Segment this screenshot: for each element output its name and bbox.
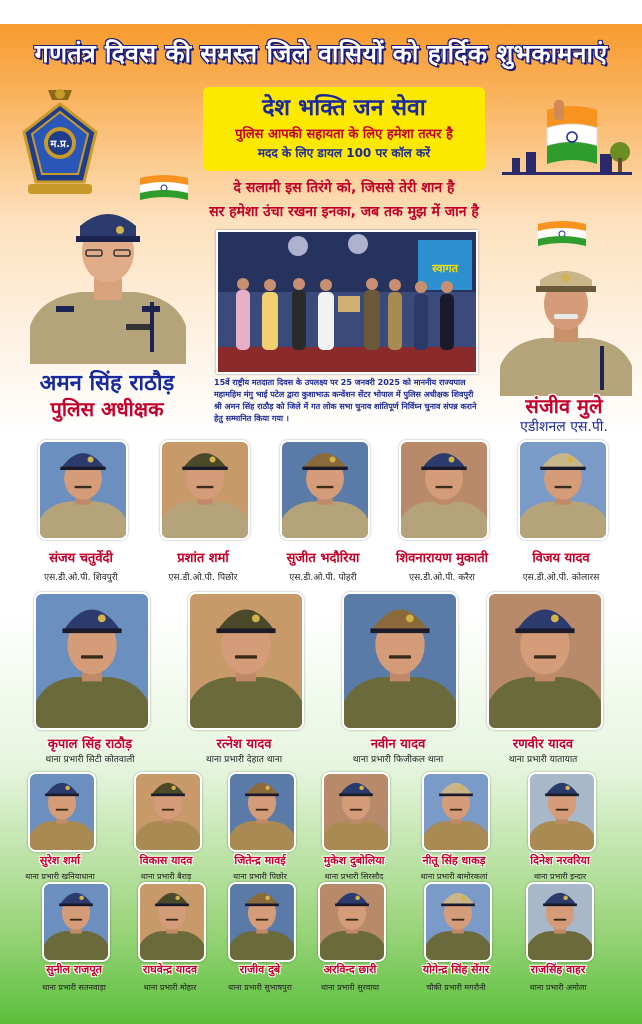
officer-name: नवीन यादव	[370, 737, 426, 752]
officer-role: थाना प्रभारी सुभाषपुरा	[228, 983, 292, 992]
officer-name: शिवनारायण मुकाती	[395, 551, 489, 566]
officer-photo	[280, 440, 370, 540]
officer-name: राघवेन्द्र यादव	[142, 963, 198, 976]
officer-name: विजय यादव	[532, 551, 590, 566]
officer-portrait-image	[30, 774, 94, 850]
officer-portrait-image	[282, 442, 368, 538]
officer-portrait-image	[324, 774, 388, 850]
officer-photo	[34, 592, 150, 730]
poem-line-1: दे सलामी इस तिरंगे को, जिससे तेरी शान है	[233, 180, 455, 196]
officer-role: थाना प्रभारी फिजीकल थाना	[352, 755, 444, 765]
officer-portrait-image	[140, 884, 204, 960]
slogan-title: देश भक्ति जन सेवा	[262, 95, 426, 121]
officer-portrait-image	[344, 594, 456, 728]
officer-photo	[399, 440, 489, 540]
svg-text:म.प्र.: म.प्र.	[50, 139, 70, 150]
officer-role: थाना प्रभारी खनियाधाना	[25, 872, 95, 881]
officer-role: एस.डी.ओ.पी. पिछोर	[168, 573, 238, 583]
officer-role: थाना प्रभारी इन्दार	[533, 872, 587, 881]
officer-portrait-image	[190, 594, 302, 728]
officer-photo	[526, 882, 594, 962]
officer-portrait-image	[424, 774, 488, 850]
officer-name: राजसिंह वाहर	[530, 963, 586, 976]
slogan-banner	[203, 87, 485, 171]
officer-portrait-image	[30, 206, 186, 364]
officer-role: एस.डी.ओ.पी. पोहरी	[289, 573, 357, 583]
officer-portrait-image	[162, 442, 248, 538]
officer-role: थाना प्रभारी बामोरकलां	[420, 872, 488, 881]
officer-name: राजीव दुबे	[239, 963, 281, 976]
slogan-subtitle: पुलिस आपकी सहायता के लिए हमेशा तत्पर है	[235, 127, 453, 142]
officer-portrait-image	[40, 442, 126, 538]
officer-photo	[138, 882, 206, 962]
officer-portrait-image	[230, 774, 294, 850]
award-ceremony-image	[218, 232, 476, 372]
officer-role: एस.डी.ओ.पी. कोलारस	[522, 573, 600, 583]
officer-portrait-image	[320, 884, 384, 960]
officer-name: नीतू सिंह धाकड़	[422, 854, 486, 867]
officer-portrait-image	[426, 884, 490, 960]
sp-name: अमन सिंह राठौड़	[39, 371, 175, 396]
officer-name: संजय चतुर्वेदी	[49, 551, 113, 566]
officer-portrait-image	[44, 884, 108, 960]
tricolor-flag-icon	[138, 174, 190, 204]
sp-portrait	[30, 206, 186, 364]
officer-photo	[318, 882, 386, 962]
asp-name: संजीव मुले	[525, 394, 603, 418]
officer-portrait-image	[500, 262, 632, 396]
officer-photo	[518, 440, 608, 540]
officer-photo	[528, 772, 596, 852]
officer-portrait-image	[36, 594, 148, 728]
officer-role: थाना प्रभारी सिरसौद	[324, 872, 384, 881]
officer-name: दिनेश नरवरिया	[530, 854, 590, 867]
officer-photo	[228, 772, 296, 852]
officer-role: थाना प्रभारी सिटी कोतवाली	[45, 755, 135, 765]
mp-police-emblem-icon	[18, 86, 102, 196]
officer-name: योगेन्द्र सिंह सेंगर	[422, 963, 490, 976]
tricolor-flag-icon	[536, 220, 588, 250]
asp-portrait	[500, 262, 632, 396]
officer-name: सुरेश शर्मा	[39, 854, 81, 867]
officer-name: सुजीत भदौरिया	[286, 551, 360, 566]
officer-portrait-image	[520, 442, 606, 538]
officer-role: थाना प्रभारी अमोला	[529, 983, 587, 992]
officer-portrait-image	[136, 774, 200, 850]
officer-name: मुकेश दुबोलिया	[323, 854, 385, 867]
officer-portrait-image	[489, 594, 601, 728]
officer-name: अरविन्द छारी	[323, 963, 377, 976]
award-event-photo	[216, 230, 478, 374]
officer-role: थाना प्रभारी सुरवाया	[320, 983, 380, 992]
officer-photo	[228, 882, 296, 962]
officer-role: चौकी प्रभारी मगरौनी	[426, 983, 486, 992]
asp-role: एडीशनल एस.पी.	[520, 419, 608, 435]
officer-role: थाना प्रभारी सतनवाड़ा	[42, 983, 106, 992]
officer-photo	[487, 592, 603, 730]
officer-role: एस.डी.ओ.पी. करैरा	[409, 573, 475, 583]
officer-portrait-image	[230, 884, 294, 960]
sp-role: पुलिस अधीक्षक	[50, 397, 164, 421]
officer-name: जितेन्द्र मावई	[234, 854, 286, 867]
officer-photo	[424, 882, 492, 962]
page-title: गणतंत्र दिवस की समस्त जिले वासियों को हार्दिक शुभकामनाएं	[34, 39, 608, 68]
top-strip	[0, 0, 642, 24]
officer-name: रत्नेश यादव	[216, 737, 272, 752]
officer-photo	[160, 440, 250, 540]
officer-name: प्रशांत शर्मा	[177, 551, 229, 566]
officer-photo	[134, 772, 202, 852]
officer-photo	[322, 772, 390, 852]
helpline-text: मदद के लिए डायल 100 पर कॉल करें	[257, 146, 431, 160]
officer-portrait-image	[530, 774, 594, 850]
officer-name: कृपाल सिंह राठौड़	[47, 737, 133, 752]
officer-photo	[38, 440, 128, 540]
officer-portrait-image	[528, 884, 592, 960]
officer-name: रणवीर यादव	[512, 737, 574, 752]
officer-role: थाना प्रभारी यातायात	[508, 755, 578, 765]
officer-role: थाना प्रभारी मोहार	[143, 983, 197, 992]
republic-day-illustration	[502, 92, 632, 192]
officer-photo	[188, 592, 304, 730]
officer-photo	[42, 882, 110, 962]
svg-text:स्वागत: स्वागत	[432, 262, 458, 275]
officer-role: थाना प्रभारी बैराड़	[140, 872, 192, 881]
officer-photo	[342, 592, 458, 730]
event-caption: 15वें राष्ट्रीय मतदाता दिवस के उपलक्ष्य पर 25 जनवरी 2025 को माननीय राज्यपाल महामहिम मंगु भाई पटेल द्वारा कुशाभाऊ कन्वेंशन सेंटर भोपाल में पुलिस अधीक्षक शिवपुरी श्री अमन सिंह राठौड़ को जिले में गत लोक सभा चुनाव शांतिपूर्ण निर्विघ्न चुनाव संपन्न कराने हेतु सम्मानित किया गया ।	[214, 378, 477, 423]
officer-role: थाना प्रभारी देहात थाना	[205, 755, 283, 765]
officer-name: विकास यादव	[139, 854, 193, 867]
officer-name: सुनील राजपूत	[46, 963, 102, 976]
officer-photo	[28, 772, 96, 852]
officer-photo	[422, 772, 490, 852]
officer-portrait-image	[401, 442, 487, 538]
officer-role: एस.डी.ओ.पी. शिवपुरी	[44, 573, 118, 583]
officer-role: थाना प्रभारी पिछोर	[233, 872, 287, 881]
poem-line-2: सर हमेशा उंचा रखना इनका, जब तक मुझ में जान है	[209, 204, 479, 220]
